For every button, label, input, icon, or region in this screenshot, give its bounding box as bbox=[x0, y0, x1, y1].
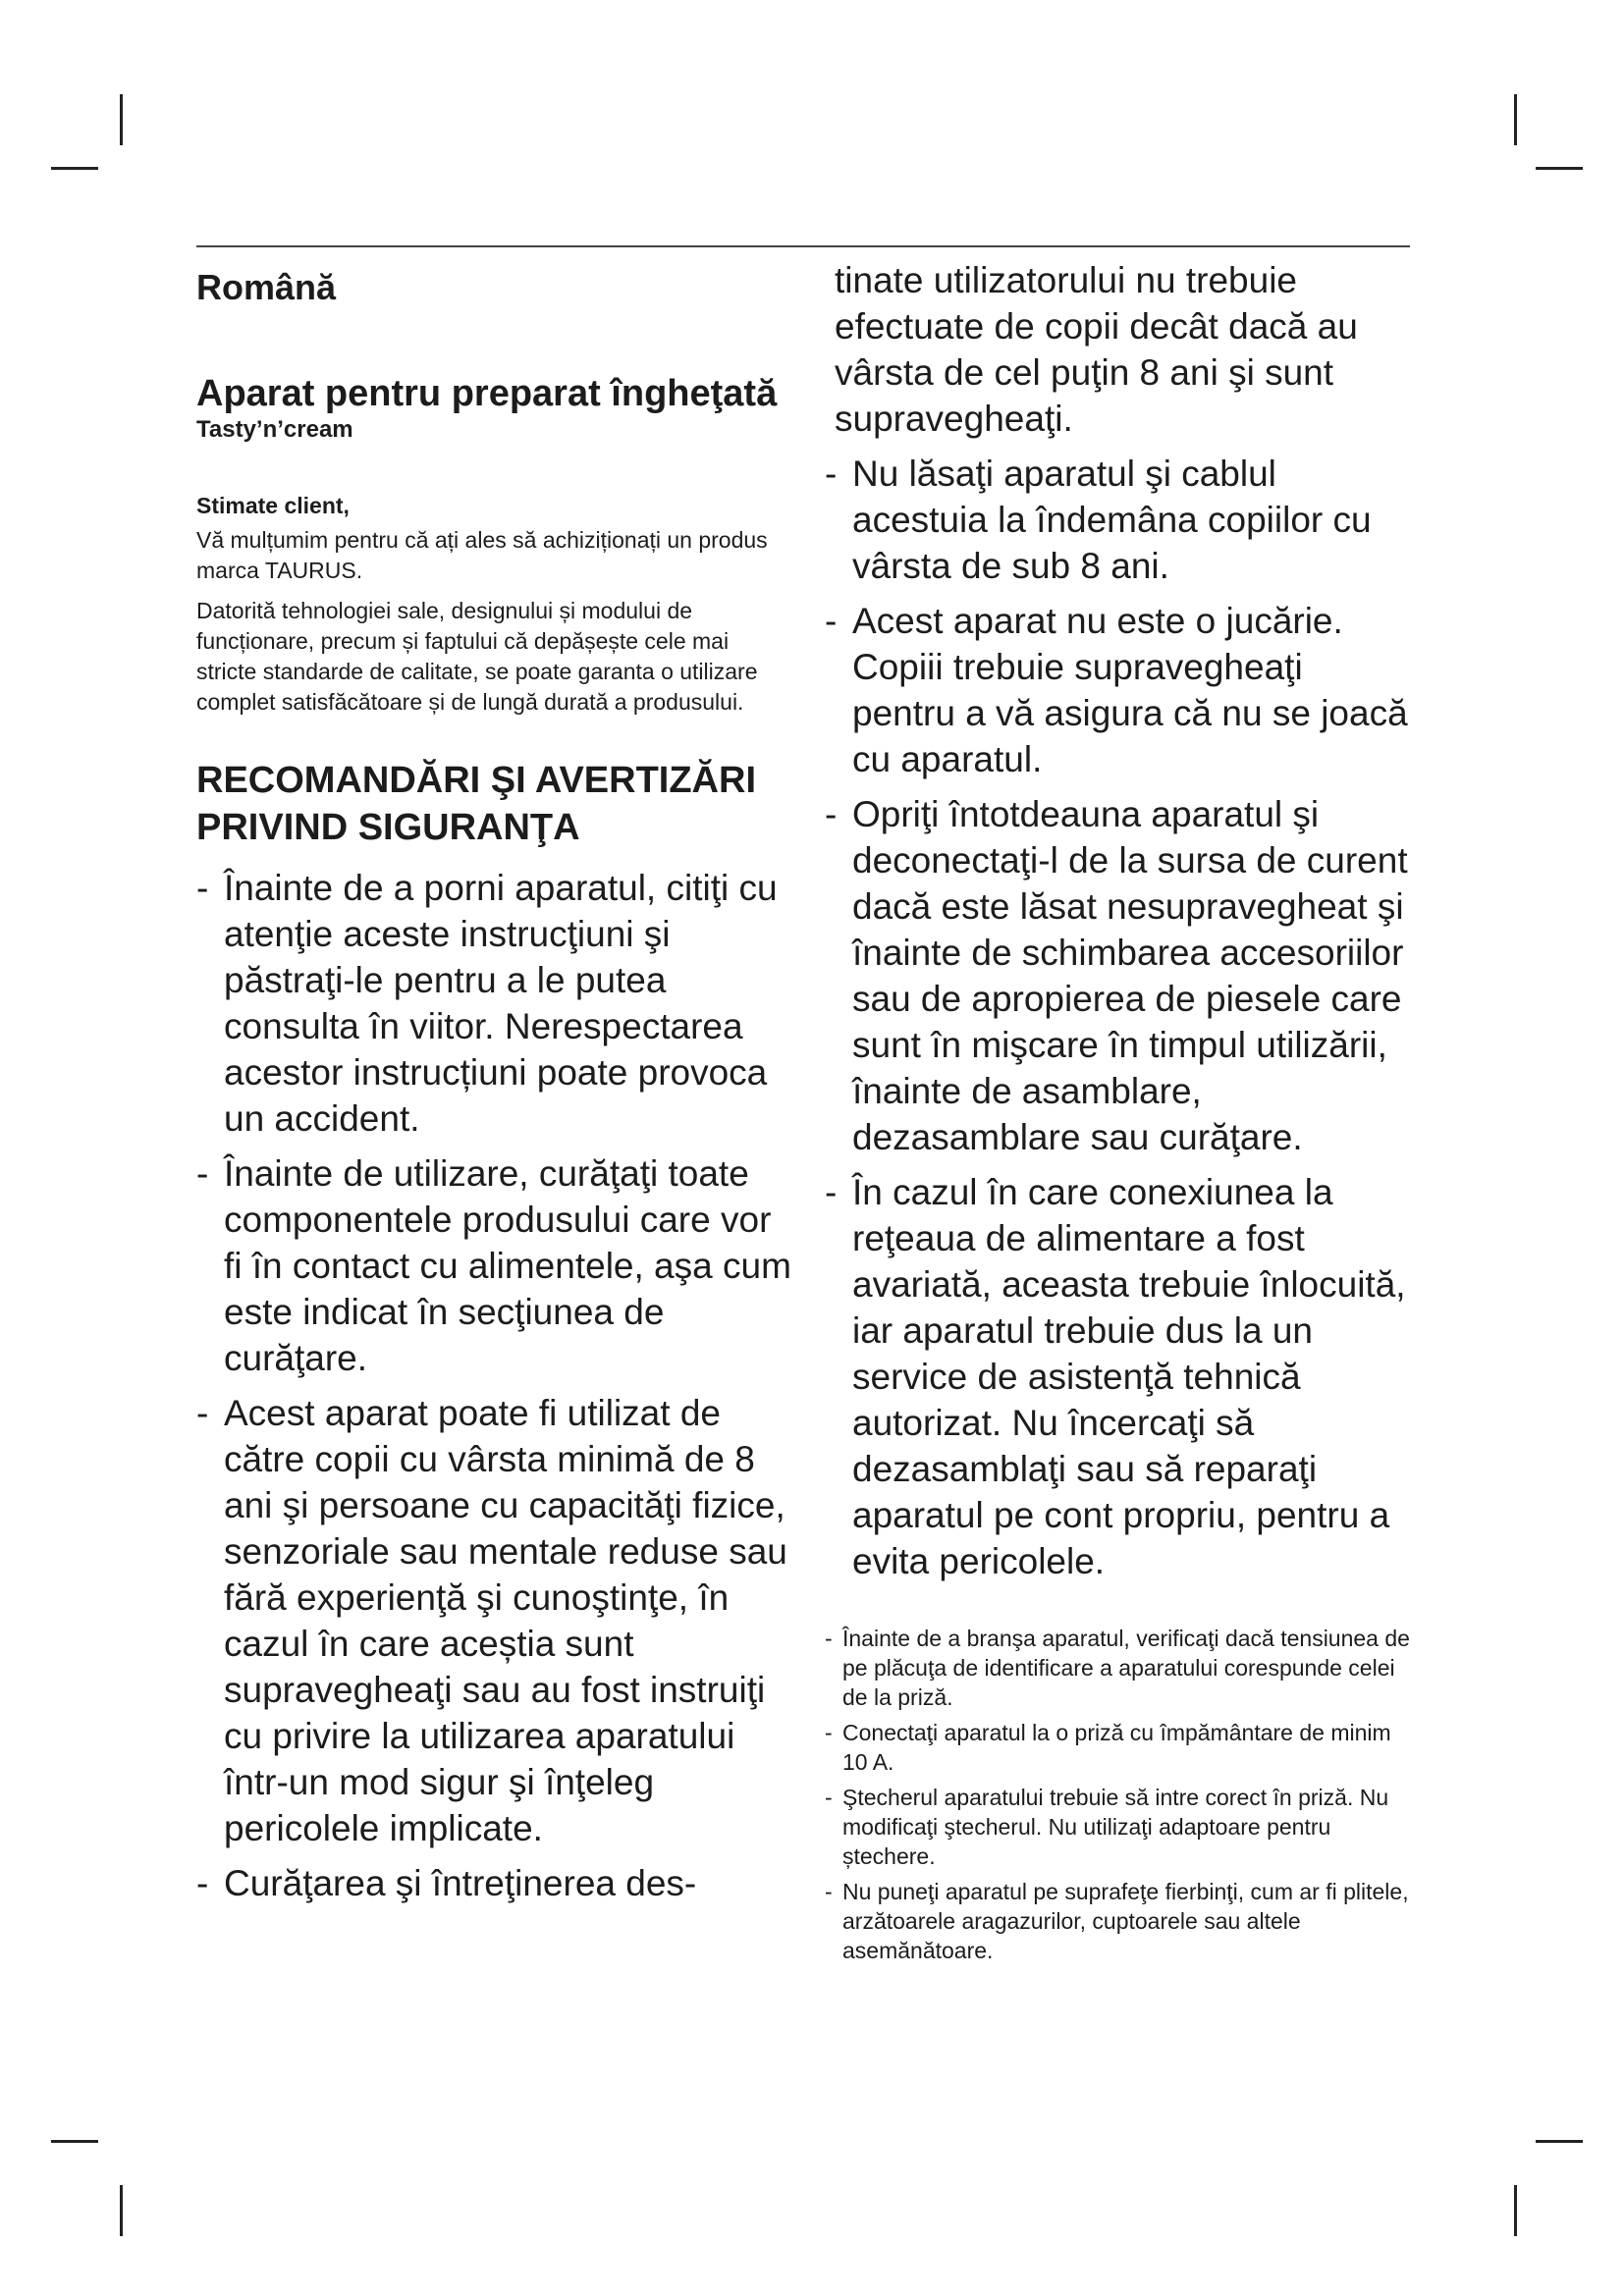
safety-item: - Acest aparat poate fi utilizat de către copii cu vârsta minimă de 8 ani şi persoane cu capacităţi fizice, senzoriale sau mentale reduse sau fără experienţă şi cunoştinţe, în cazul în care aceștia sunt supravegheaţi sau au fost instruiţi cu privire la utilizarea aparatului într-un mod sigur şi înţeleg pericolele implicate. bbox=[196, 1390, 791, 1851]
safety-list-right bbox=[825, 257, 1414, 1584]
safety-item: - În cazul în care conexiunea la reţeaua de alimentare a fost avariată, aceasta trebuie înlocuită, iar aparatul trebuie dus la un service de asistenţă tehnică autorizat. Nu încercaţi să dezasamblaţi sau să reparaţi aparatul pe cont propriu, pentru a evita pericolele. bbox=[825, 1169, 1414, 1584]
safety-item: - Curăţarea şi întreţinerea des- bbox=[196, 1860, 791, 1906]
electrical-item: - Ştecherul aparatului trebuie să intre corect în priză. Nu modificaţi ştecherul. Nu utilizaţi adaptoare pentru ștechere. bbox=[825, 1783, 1414, 1871]
safety-item-continuation: tinate utilizatorului nu trebuie efectuate de copii decât dacă au vârsta de cel puţin 8 ani şi sunt supravegheaţi. bbox=[835, 260, 1358, 439]
crop-mark-top-left-horizontal bbox=[51, 167, 98, 170]
crop-mark-bottom-right-horizontal bbox=[1536, 2140, 1583, 2143]
electrical-item: - Nu puneţi aparatul pe suprafeţe fierbinţi, cum ar fi plitele, arzătoarele aragazurilor, cuptoarele sau altele asemănătoare. bbox=[825, 1877, 1414, 1965]
left-column bbox=[196, 257, 791, 1915]
safety-item: - Nu lăsaţi aparatul şi cablul acestuia la îndemâna copiilor cu vârsta de sub 8 ani. bbox=[825, 451, 1414, 589]
electrical-safety-list bbox=[825, 1624, 1414, 1965]
crop-mark-top-right-horizontal bbox=[1536, 167, 1583, 170]
electrical-item: - Înainte de a branşa aparatul, verificaţi dacă tensiunea de pe plăcuţa de identificare a aparatului corespunde celei de la priză. bbox=[825, 1624, 1414, 1712]
product-title: Aparat pentru preparat îngheţată bbox=[196, 373, 778, 414]
crop-mark-bottom-right-vertical bbox=[1514, 2185, 1517, 2236]
safety-item: - Înainte de utilizare, curăţaţi toate componentele produsului care vor fi în contact cu alimentele, aşa cum este indicat în secţiunea de curăţare. bbox=[196, 1150, 791, 1381]
safety-item: - Înainte de a porni aparatul, citiţi cu atenţie aceste instrucţiuni şi păstraţi-le pentru a le putea consulta în viitor. Nerespectarea acestor instrucțiuni poate provoca un accident. bbox=[196, 865, 791, 1142]
intro-paragraph: Datorită tehnologiei sale, designului și modului de funcționare, precum și faptului că depășește cele mai stricte standarde de calitate, se poate garanta o utilizare complet satisfăcătoare și de lungă durată a produsului. bbox=[196, 598, 758, 715]
crop-mark-bottom-left-vertical bbox=[120, 2185, 123, 2236]
crop-mark-top-left-vertical bbox=[120, 94, 123, 145]
electrical-item: - Conectaţi aparatul la o priză cu împământare de minim 10 A. bbox=[825, 1718, 1414, 1777]
language-heading: Română bbox=[196, 267, 337, 307]
right-column bbox=[825, 257, 1414, 1971]
crop-mark-bottom-left-horizontal bbox=[51, 2140, 98, 2143]
safety-heading: RECOMANDĂRI ŞI AVERTIZĂRI PRIVIND SIGURANŢA bbox=[196, 760, 756, 848]
safety-item: - Opriţi întotdeauna aparatul şi deconectaţi-l de la sursa de curent dacă este lăsat nesupravegheat şi înainte de schimbarea accesoriilor sau de apropierea de piesele care sunt în mişcare în timpul utilizării, înainte de asamblare, dezasamblare sau curăţare. bbox=[825, 791, 1414, 1160]
crop-mark-top-right-vertical bbox=[1514, 94, 1517, 145]
safety-item: - Acest aparat nu este o jucărie. Copiii trebuie supravegheaţi pentru a vă asigura că nu se joacă cu aparatul. bbox=[825, 598, 1414, 782]
intro-paragraph: Vă mulțumim pentru că ați ales să achiziționați un produs marca TAURUS. bbox=[196, 527, 768, 583]
header-rule bbox=[196, 245, 1410, 247]
product-model: Tasty’n’cream bbox=[196, 416, 353, 443]
greeting: Stimate client, bbox=[196, 493, 350, 518]
safety-list-left bbox=[196, 865, 791, 1906]
